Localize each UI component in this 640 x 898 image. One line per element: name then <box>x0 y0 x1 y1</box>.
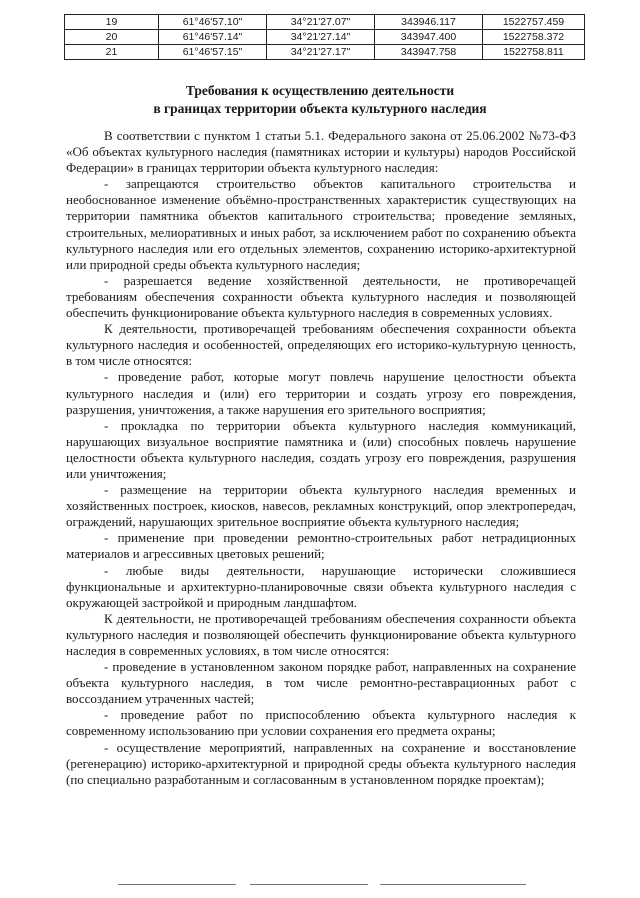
paragraph: - запрещаются строительство объектов капитального строительства и необоснованное изменение объёмно-пространственных характеристик существующих на территории памятника объектов капитального строительства; проведение земляных, строительных, мелиоративных и иных работ, за исключением работ по сохранению объекта культурного наследия или его отдельных элементов, сохранению историко-архитектурной или природной среды объекта культурного наследия; <box>66 176 576 272</box>
table-cell-lon: 34°21'27.17" <box>267 45 375 60</box>
paragraph: - применение при проведении ремонтно-строительных работ нетрадиционных материалов и агрессивных цветовых решений; <box>66 530 576 562</box>
table-row <box>65 15 585 30</box>
table-cell-y: 1522758.372 <box>483 30 585 45</box>
table-cell-y: 1522757.459 <box>483 15 585 30</box>
paragraph: - проведение работ по приспособлению объекта культурного наследия к современному использованию при условии сохранения его предмета охраны; <box>66 707 576 739</box>
footer-rule <box>250 884 368 885</box>
table-cell-lat: 61°46'57.15" <box>159 45 267 60</box>
heading-line-2: в границах территории объекта культурного наследия <box>153 101 487 116</box>
table-row <box>65 30 585 45</box>
heading-line-1: Требования к осуществлению деятельности <box>185 83 455 98</box>
table-cell-lon: 34°21'27.07" <box>267 15 375 30</box>
table-cell-x: 343947.758 <box>375 45 483 60</box>
coordinates-table <box>64 14 585 60</box>
paragraph: - размещение на территории объекта культурного наследия временных и хозяйственных построек, киосков, навесов, рекламных конструкций, опор электропередач, ограждений, нарушающих зрительное восприятие объекта культурного наследия; <box>66 482 576 530</box>
paragraph: - проведение работ, которые могут повлечь нарушение целостности объекта культурного наследия и (или) его территории и создать угрозу его повреждения, разрушения, уничтожения, а также нарушения его зрительного восприятия; <box>66 369 576 417</box>
paragraph: - проведение в установленном законом порядке работ, направленных на сохранение объекта культурного наследия, в том числе ремонтно-реставрационных работ с воссозданием утраченных частей; <box>66 659 576 707</box>
paragraph: К деятельности, не противоречащей требованиям обеспечения сохранности объекта культурного наследия и позволяющей обеспечить функционирование объекта культурного наследия в современных условиях, в том числе относятся: <box>66 610 576 658</box>
table-cell-point: 21 <box>65 45 159 60</box>
table-cell-x: 343946.117 <box>375 15 483 30</box>
paragraph: - осуществление мероприятий, направленных на сохранение и восстановление (регенерацию) историко-архитектурной и природной среды объекта культурного наследия (по специально разработанным и согласованным в установленном порядке проектам); <box>66 739 576 787</box>
paragraph: В соответствии с пунктом 1 статьи 5.1. Федерального закона от 25.06.2002 №73-ФЗ «Об объектах культурного наследия (памятниках истории и культуры) народов Российской Федерации» в границах территории объекта культурного наследия: <box>66 128 576 176</box>
table-row <box>65 45 585 60</box>
table-cell-lat: 61°46'57.14" <box>159 30 267 45</box>
table-cell-x: 343947.400 <box>375 30 483 45</box>
table-cell-lon: 34°21'27.14" <box>267 30 375 45</box>
coordinates-table-body <box>65 15 585 60</box>
table-cell-y: 1522758.811 <box>483 45 585 60</box>
footer-rule <box>118 884 236 885</box>
footer-rule <box>380 884 526 885</box>
paragraph: К деятельности, противоречащей требованиям обеспечения сохранности объекта культурного наследия и особенностей, определяющих его историко-культурную ценность, в том числе относятся: <box>66 321 576 369</box>
paragraph: - разрешается ведение хозяйственной деятельности, не противоречащей требованиям обеспечения сохранности объекта культурного наследия и позволяющей обеспечить функционирование объекта культурного наследия в современных условиях. <box>66 272 576 321</box>
section-heading <box>60 82 580 118</box>
table-cell-point: 20 <box>65 30 159 45</box>
document-body <box>66 128 576 788</box>
paragraph: - любые виды деятельности, нарушающие исторически сложившиеся функциональные и архитектурно-планировочные связи объекта культурного наследия с окружающей застройкой и природным ландшафтом. <box>66 562 576 610</box>
paragraph: - прокладка по территории объекта культурного наследия коммуникаций, нарушающих визуальное восприятие памятника и (или) способных повлечь нарушение целостности объекта культурного наследия, создать угрозу его повреждения, разрушения или уничтожения; <box>66 417 576 481</box>
table-cell-lat: 61°46'57.10" <box>159 15 267 30</box>
table-cell-point: 19 <box>65 15 159 30</box>
